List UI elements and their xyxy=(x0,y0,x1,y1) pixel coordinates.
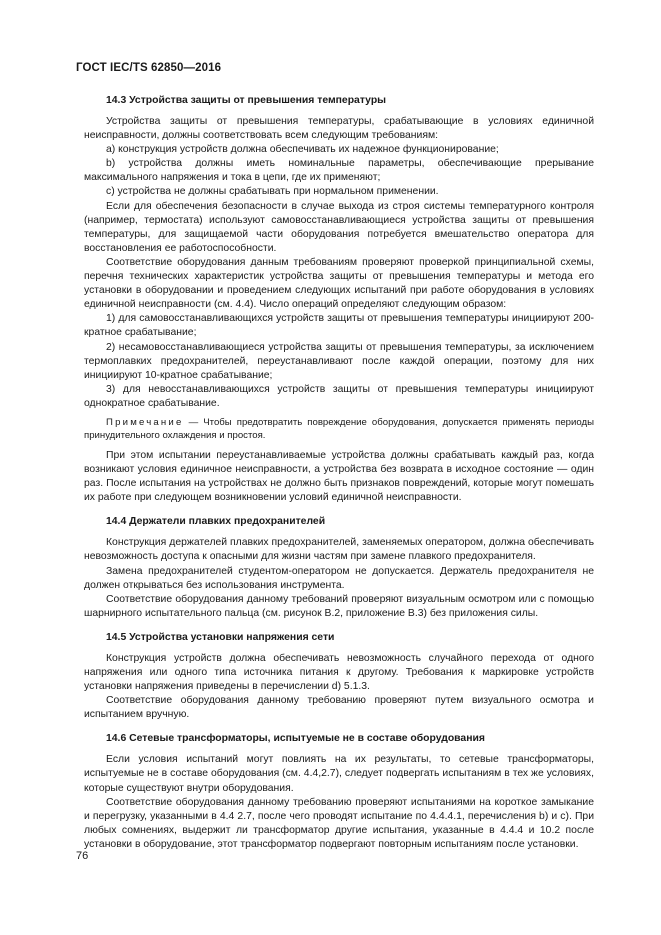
paragraph: При этом испытании переустанавливаемые устройства должны срабатывать каждый раз, когда возникают условия единичное неисправности, а устройства без возврата в исходное состояние — один раз. После испытания на устройствах не должно быть признаков повреждений, которые могут помешать их работе при следующем возникновении условий единичной неисправности. xyxy=(84,449,594,504)
note xyxy=(84,416,594,442)
paragraph: Если условия испытаний могут повлиять на их результаты, то сетевые трансформаторы, испытуемые не в составе оборудования (см. 4.4,2.7), следует подвергать испытаниям в тех же условиях, которые существуют внутри оборудования. xyxy=(84,754,594,794)
section-title: 14.5 Устройства установки напряжения сети xyxy=(106,631,335,643)
note-label: Примечание xyxy=(106,416,184,428)
paragraph: Конструкция устройств должна обеспечивать невозможность случайного перехода от одного напряжения или одного типа источника питания к другому. Требования к маркировке устройств установки напряжения приведены в перечислении d) 5.1.3. xyxy=(84,652,594,693)
list-item: 3) для невосстанавливающихся устройств защиты от превышения температуры инициируют однократное срабатывание. xyxy=(84,383,594,409)
paragraph: Конструкция держателей плавких предохранителей, заменяемых оператором, должна обеспечивать невозможность доступа к опасными для жизни частям при замене плавкого предохранителя. xyxy=(84,537,594,563)
section-title: 14.4 Держатели плавких предохранителей xyxy=(106,516,326,528)
document-header: ГОСТ IEC/TS 62850—2016 xyxy=(76,62,222,74)
page-number: 76 xyxy=(76,850,89,862)
paragraph: Устройства защиты от превышения температуры, срабатывающие в условиях единичной неисправности, должны соответствовать всем следующим требованиям: xyxy=(84,116,594,142)
paragraph: Соответствие оборудования данному требований проверяют визуальным осмотром или с помощью шарнирного испытательного пальца (см. рисунок В.2, приложение В.3) без приложения силы. xyxy=(84,593,594,619)
list-item: 1) для самовосстанавливающихся устройств защиты от превышения температуры инициируют 200-кратное срабатывание; xyxy=(84,313,594,339)
document-body xyxy=(84,94,594,862)
section-title: 14.6 Сетевые трансформаторы, испытуемые не в составе оборудования xyxy=(106,733,485,745)
note-text: — Чтобы предотвратить повреждение оборудования, допускается применять периоды принудительного охлаждения и простоя. xyxy=(84,416,594,441)
section-14-6 xyxy=(84,732,594,852)
section-14-5 xyxy=(84,631,594,722)
list-item: 2) несамовосстанавливающиеся устройства защиты от превышения температуры, за исключением термоплавких предохранителей, переустанавливают после каждой операции, поэтому для них инициируют 10-кратное срабатывание; xyxy=(84,341,594,381)
list-item: b) устройства должны иметь номинальные параметры, обеспечивающие прерывание максимального напряжения и тока в цепи, где их применяют; xyxy=(84,158,594,184)
section-title: 14.3 Устройства защиты от превышения температуры xyxy=(106,95,387,106)
list-item: c) устройства не должны срабатывать при нормальном применении. xyxy=(106,186,439,198)
section-14-4 xyxy=(84,515,594,621)
paragraph: Соответствие оборудования данному требованию проверяют испытаниями на короткое замыкание и перегрузку, указанными в 4.4 2.7, после чего проводят испытание по 4.4.4.1, перечисления b) и c). При любых сомнениях, выдержит ли трансформатор другие испытания, указанные в 4.4.4 и 10.2 после установки в оборудование, этот трансформатор подвергают повторным испытаниям после установки. xyxy=(84,796,594,850)
paragraph: Если для обеспечения безопасности в случае выхода из строя системы температурного контроля (например, термостата) используют самовосстанавливающиеся устройства защиты от превышения температуры, для защищаемой части оборудования потребуется вмешательство оператора для восстановления ее работоспособности. xyxy=(84,200,594,254)
paragraph: Соответствие оборудования данным требованиям проверяют проверкой принципиальной схемы, перечня технических характеристик устройства защиты от превышения температуры и метода его установки в оборудовании и проведением следующих испытаний при работе оборудования в условиях единичной неисправности (см. 4.4). Число операций определяют следующим образом: xyxy=(84,256,594,311)
paragraph: Соответствие оборудования данному требованию проверяют путем визуального осмотра и испытанием вручную. xyxy=(84,695,594,721)
paragraph: Замена предохранителей студентом-оператором не допускается. Держатель предохранителя не должен открываться без использования инструмента. xyxy=(84,565,594,591)
section-14-3 xyxy=(84,94,594,505)
list-item: a) конструкция устройств должна обеспечивать их надежное функционирование; xyxy=(106,144,499,156)
